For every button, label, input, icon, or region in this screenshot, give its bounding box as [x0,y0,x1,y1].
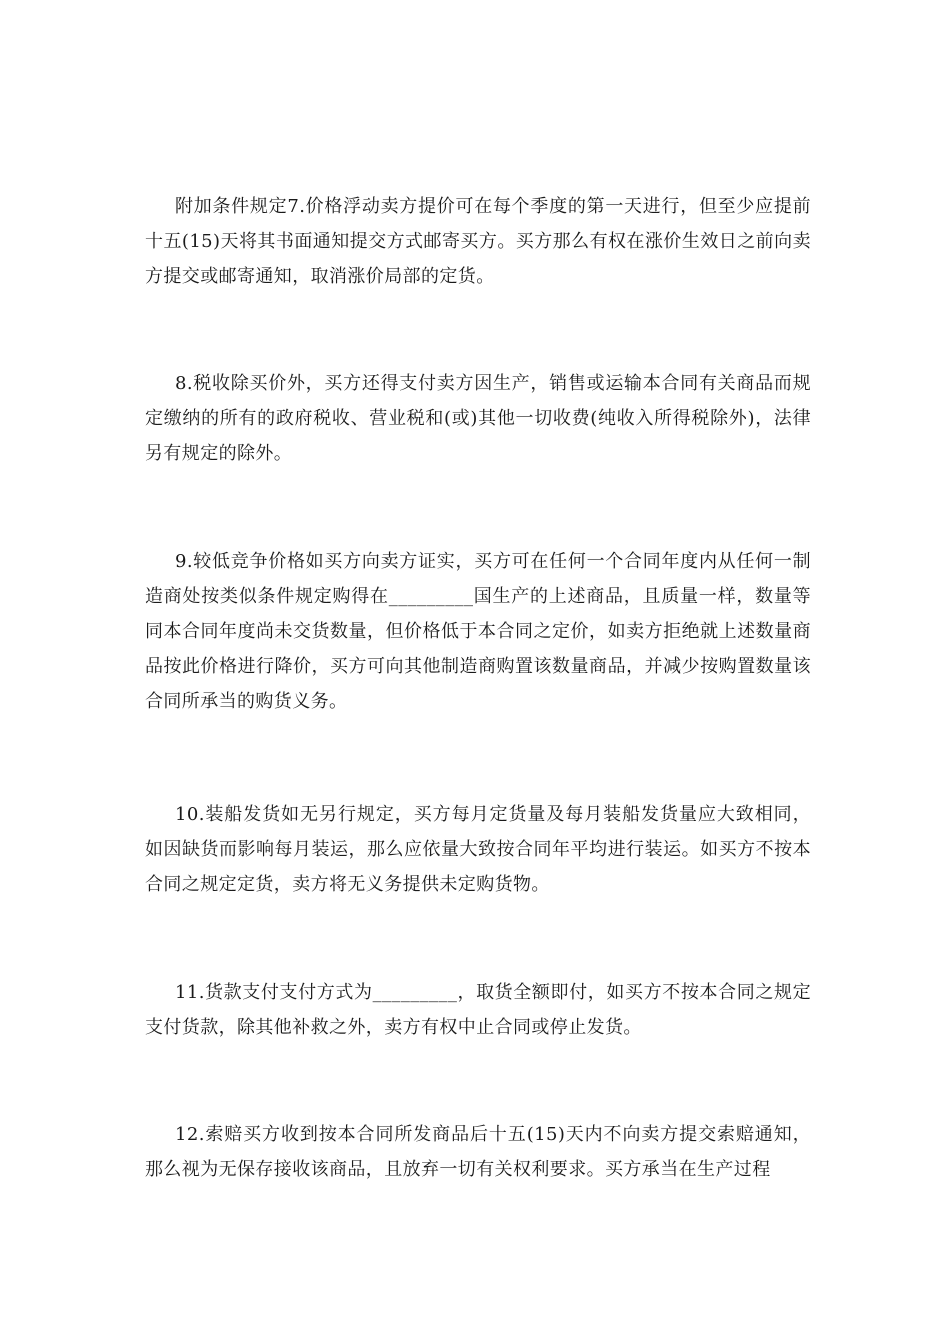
clause-11-payment: 11.货款支付支付方式为_________，取货全额即付，如买方不按本合同之规定支付货款，除其他补救之外，卖方有权中止合同或停止发货。 [145,982,811,1038]
clause-12-claims: 12.索赔买方收到按本合同所发商品后十五(15)天内不向卖方提交索赔通知，那么视为无保存接收该商品，且放弃一切有关权利要求。买方承当在生产过程 [145,1124,811,1180]
clause-7-price-fluctuation: 附加条件规定7.价格浮动卖方提价可在每个季度的第一天进行，但至少应提前十五(15)天将其书面通知提交方式邮寄买方。买方那么有权在涨价生效日之前向卖方提交或邮寄通知，取消涨价局部的定货。 [145,196,811,287]
clause-8-taxes: 8.税收除买价外，买方还得支付卖方因生产，销售或运输本合同有关商品而规定缴纳的所有的政府税收、营业税和(或)其他一切收费(纯收入所得税除外)，法律另有规定的除外。 [145,373,811,464]
clause-10-shipment: 10.装船发货如无另行规定，买方每月定货量及每月装船发货量应大致相同，如因缺货而影响每月装运，那么应依量大致按合同年平均进行装运。如买方不按本合同之规定定货，卖方将无义务提供未定购货物。 [145,804,811,895]
clause-9-competitive-price: 9.较低竞争价格如买方向卖方证实，买方可在任何一个合同年度内从任何一制造商处按类似条件规定购得在_________国生产的上述商品，且质量一样，数量等同本合同年度尚未交货数量，但价格低于本合同之定价，如卖方拒绝就上述数量商品按此价格进行降价，买方可向其他制造商购置该数量商品，并减少按购置数量该合同所承当的购货义务。 [145,551,811,712]
